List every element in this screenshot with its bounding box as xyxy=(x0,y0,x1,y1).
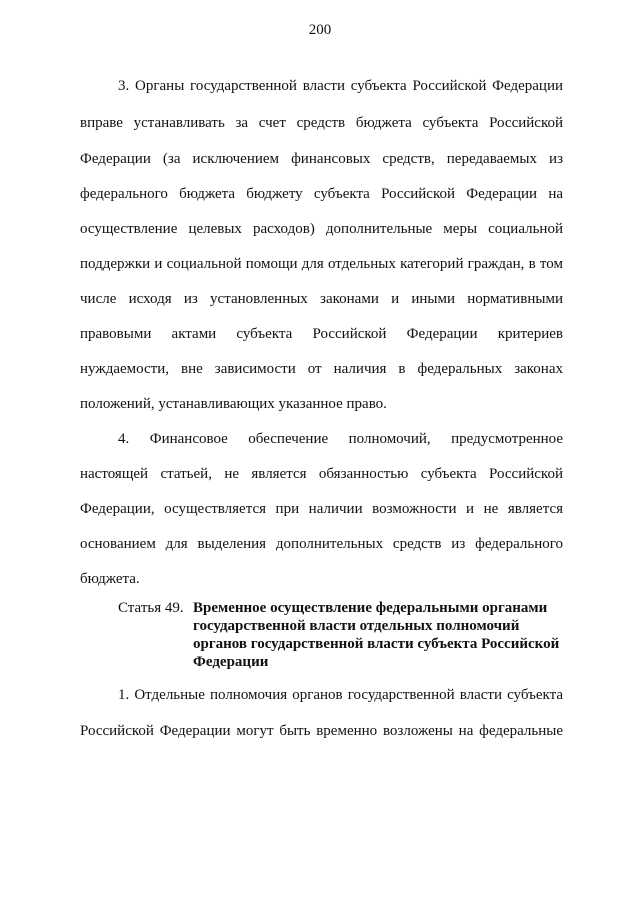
article-title-line: Временное осуществление федеральными органами xyxy=(193,600,548,616)
text-line: нуждаемости, вне зависимости от наличия в федеральных законах xyxy=(80,361,563,377)
text-line: вправе устанавливать за счет средств бюджета субъекта Российской xyxy=(80,115,563,131)
text-line: основанием для выделения дополнительных средств из федерального xyxy=(80,536,563,552)
text-line: положений, устанавливающих указанное право. xyxy=(80,396,387,412)
text-line: осуществление целевых расходов) дополнительные меры социальной xyxy=(80,221,563,237)
text-line: 3. Органы государственной власти субъекта Российской Федерации xyxy=(118,78,563,94)
article-title-line: органов государственной власти субъекта Российской xyxy=(193,636,560,652)
text-line: бюджета. xyxy=(80,571,140,587)
text-line: Федерации, осуществляется при наличии возможности и не является xyxy=(80,501,563,517)
text-line: правовыми актами субъекта Российской Федерации критериев xyxy=(80,326,563,342)
text-line: настоящей статьей, не является обязанностью субъекта Российской xyxy=(80,466,563,482)
text-line: 1. Отдельные полномочия органов государственной власти субъекта xyxy=(118,687,563,703)
text-line: Федерации (за исключением финансовых средств, передаваемых из xyxy=(80,151,563,167)
article-label: Статья 49. xyxy=(118,600,184,616)
page-number: 200 xyxy=(308,22,332,38)
article-title-line: государственной власти отдельных полномочий xyxy=(193,618,520,634)
text-line: числе исходя из установленных законами и иными нормативными xyxy=(80,291,563,307)
text-line: поддержки и социальной помощи для отдельных категорий граждан, в том xyxy=(80,256,563,272)
text-line: Российской Федерации могут быть временно возложены на федеральные xyxy=(80,723,563,739)
article-title-line: Федерации xyxy=(193,654,269,670)
text-line: 4. Финансовое обеспечение полномочий, предусмотренное xyxy=(118,431,563,447)
text-line: федерального бюджета бюджету субъекта Российской Федерации на xyxy=(80,186,563,202)
